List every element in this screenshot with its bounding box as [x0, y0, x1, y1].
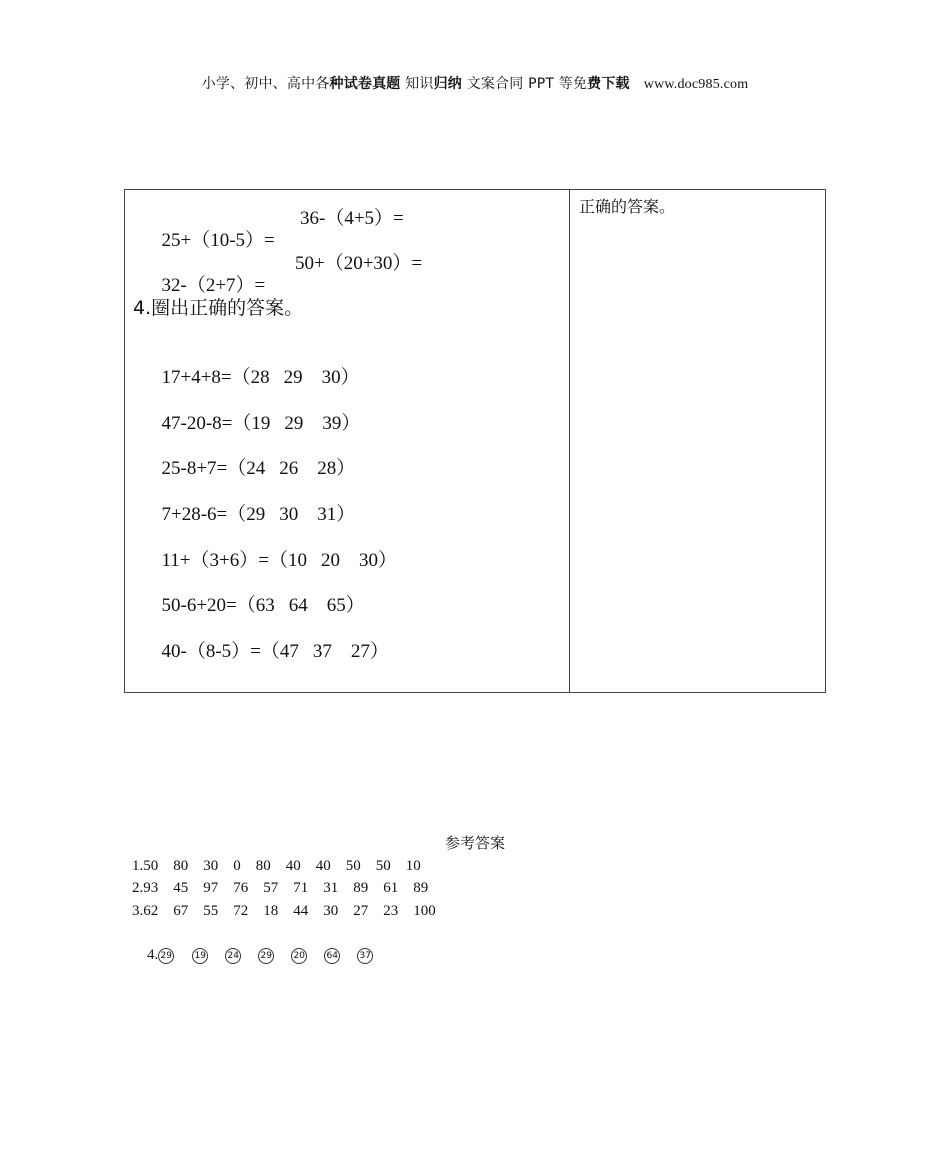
- circled-answer: 24: [225, 948, 241, 964]
- choice-expr: 17+4+8=（28: [161, 367, 270, 388]
- choice-options: 64 65）: [288, 595, 365, 616]
- choice-expr: 25-8+7=（24: [161, 458, 266, 479]
- header-text-e: 文案合同 PPT 等免: [461, 76, 588, 92]
- worksheet-right-column: [570, 190, 825, 692]
- answer-row-2: 2.93 45 97 76 57 71 31 89 61 89: [132, 880, 429, 896]
- choice-options: 26 28）: [279, 458, 356, 479]
- circled-answer: 29: [158, 948, 174, 964]
- page-header: [0, 73, 950, 93]
- choice-expr: 40-（8-5）=（47: [161, 641, 299, 662]
- choice-expr: 11+（3+6）=（10: [161, 550, 307, 571]
- choice-options: 37 27）: [312, 641, 389, 662]
- worksheet-table: [124, 189, 826, 693]
- choice-options: 20 30）: [320, 550, 397, 571]
- choice-expr: 47-20-8=（19: [161, 413, 271, 434]
- choice-row: [133, 614, 389, 685]
- answer-row-4-prefix: 4.: [147, 947, 159, 963]
- header-text-a: 小学、初中、高中各: [201, 76, 330, 92]
- header-site-url: www.doc985.com: [643, 77, 749, 92]
- section-4-title: 4.圈出正确的答案。: [133, 297, 304, 319]
- choice-options: 30 31）: [279, 504, 356, 525]
- pair-2-right: 50+（20+30）=: [295, 253, 423, 274]
- worksheet-left-column: [125, 190, 570, 692]
- choice-options: 29 39）: [284, 413, 361, 434]
- right-column-note: 正确的答案。: [579, 197, 676, 216]
- header-text-b: 种试卷真题: [329, 76, 401, 92]
- circled-answer: 64: [324, 948, 340, 964]
- answer-row-1: 1.50 80 30 0 80 40 40 50 50 10: [132, 858, 421, 874]
- header-text-f: 费下载: [587, 76, 630, 92]
- answer-row-3: 3.62 67 55 72 18 44 30 27 23 100: [132, 903, 436, 919]
- header-text-c: 知识: [400, 76, 434, 92]
- answer-key: [0, 832, 950, 963]
- pair-1-right: 36-（4+5）=: [300, 208, 404, 229]
- answer-key-title: 参考答案: [444, 834, 505, 852]
- circled-answer: 29: [258, 948, 274, 964]
- circled-answer: 19: [192, 948, 208, 964]
- circled-answer: 20: [291, 948, 307, 964]
- choice-options: 29 30）: [283, 367, 360, 388]
- header-text-d: 归纳: [433, 76, 462, 92]
- pair-1-left: 25+（10-5）=: [161, 230, 275, 251]
- choice-expr: 7+28-6=（29: [161, 504, 266, 525]
- answer-row-4: [132, 922, 373, 963]
- circled-answer: 37: [357, 948, 373, 964]
- choice-expr: 50-6+20=（63: [161, 595, 275, 616]
- pair-2-left: 32-（2+7）=: [161, 275, 266, 296]
